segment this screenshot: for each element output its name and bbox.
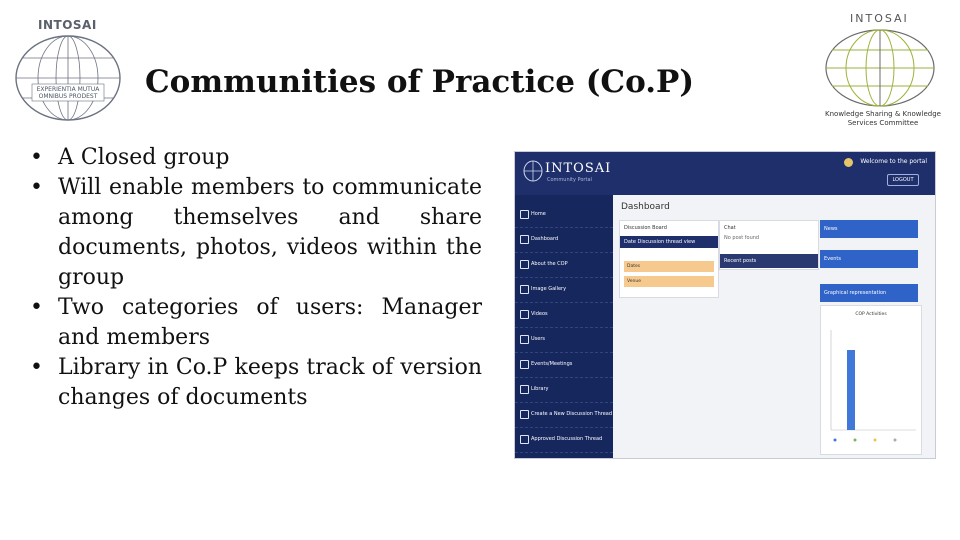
video-icon (520, 310, 529, 319)
sidebar-item-label: About the COP (531, 261, 568, 267)
users-icon (520, 335, 529, 344)
sidebar-item-videos[interactable] (515, 303, 613, 328)
ksc-caption: Knowledge Sharing & Knowledge Services Committee (825, 110, 941, 127)
svg-text:OMNIBUS PRODEST: OMNIBUS PRODEST (38, 93, 98, 100)
calendar-icon (520, 360, 529, 369)
news-card[interactable]: News (820, 220, 918, 238)
bullet-item: • Will enable members to communicate among themselves and share documents, photos, videos within the group (30, 173, 482, 293)
sidebar-item-label: Events/Meetings (531, 361, 573, 367)
sidebar-item-events[interactable] (515, 353, 613, 378)
sidebar-item-label: Approved Discussion Thread (531, 436, 603, 442)
ksc-globe-icon (818, 28, 938, 110)
list-item[interactable]: Dates (624, 261, 714, 272)
bullet-item: • A Closed group (30, 143, 482, 173)
chat-active-row[interactable] (720, 254, 818, 268)
events-card[interactable]: Events (820, 250, 918, 268)
logo-left-brand: INTOSAI (38, 18, 97, 32)
portal-screenshot (514, 151, 936, 459)
bullet-list (30, 143, 482, 413)
chart-bar (847, 350, 855, 430)
sidebar-item-label: Dashboard (531, 236, 559, 242)
image-icon (520, 285, 529, 294)
sidebar-item-library[interactable] (515, 378, 613, 403)
portal-logo-icon (523, 160, 543, 182)
portal-sidebar (515, 195, 613, 458)
bullet-item: • Two categories of users: Manager and members (30, 293, 482, 353)
discussion-panel (619, 220, 719, 298)
sidebar-item-gallery[interactable] (515, 278, 613, 303)
dashboard-icon (520, 235, 529, 244)
avatar[interactable] (844, 158, 853, 167)
discussion-header: Discussion Board (624, 225, 667, 231)
graph-header: Graphical representation (820, 284, 918, 302)
discussion-table-header: Date Discussion thread view (620, 236, 718, 248)
sidebar-item-label: Videos (531, 311, 548, 317)
check-icon (520, 435, 529, 444)
chat-subheader: No post found (724, 235, 760, 241)
sidebar-item-label: Image Gallery (531, 286, 567, 292)
activity-chart (821, 320, 921, 450)
portal-subtitle: Community Portal (547, 177, 592, 183)
welcome-text: Welcome to the portal (860, 158, 927, 165)
info-icon (520, 260, 529, 269)
slide-title: Communities of Practice (Co.P) (145, 64, 695, 100)
intosai-logo-right (818, 8, 948, 133)
sidebar-item-label: Create a New Discussion Thread (531, 411, 613, 417)
sidebar-item-approved-thread[interactable] (515, 428, 613, 453)
portal-brand: INTOSAI (545, 161, 612, 176)
sidebar-item-label: Users (531, 336, 546, 342)
chat-active-label: Recent posts (724, 258, 757, 264)
logo-right-brand: INTOSAI (850, 12, 909, 25)
bullet-item: • Library in Co.P keeps track of version changes of documents (30, 353, 482, 413)
graph-panel (820, 305, 922, 455)
svg-text:EXPERIENTIA MUTUA: EXPERIENTIA MUTUA (36, 86, 100, 93)
logout-button[interactable]: LOGOUT (887, 174, 919, 186)
sidebar-item-about[interactable] (515, 253, 613, 278)
plus-icon (520, 410, 529, 419)
portal-header (515, 152, 935, 195)
graph-title: COP Activities (855, 312, 887, 317)
sidebar-item-create-thread[interactable] (515, 403, 613, 428)
globe-icon (10, 34, 130, 122)
sidebar-item-dashboard[interactable] (515, 228, 613, 253)
intosai-logo-left (10, 14, 130, 124)
sidebar-item-home[interactable] (515, 203, 613, 228)
home-icon (520, 210, 529, 219)
sidebar-item-label: Home (531, 211, 546, 217)
page-title: Dashboard (621, 202, 670, 212)
list-item[interactable]: Venue (624, 276, 714, 287)
chat-header: Chat (724, 225, 736, 231)
sidebar-item-users[interactable] (515, 328, 613, 353)
book-icon (520, 385, 529, 394)
sidebar-item-label: Library (531, 386, 549, 392)
chat-panel (719, 220, 819, 270)
